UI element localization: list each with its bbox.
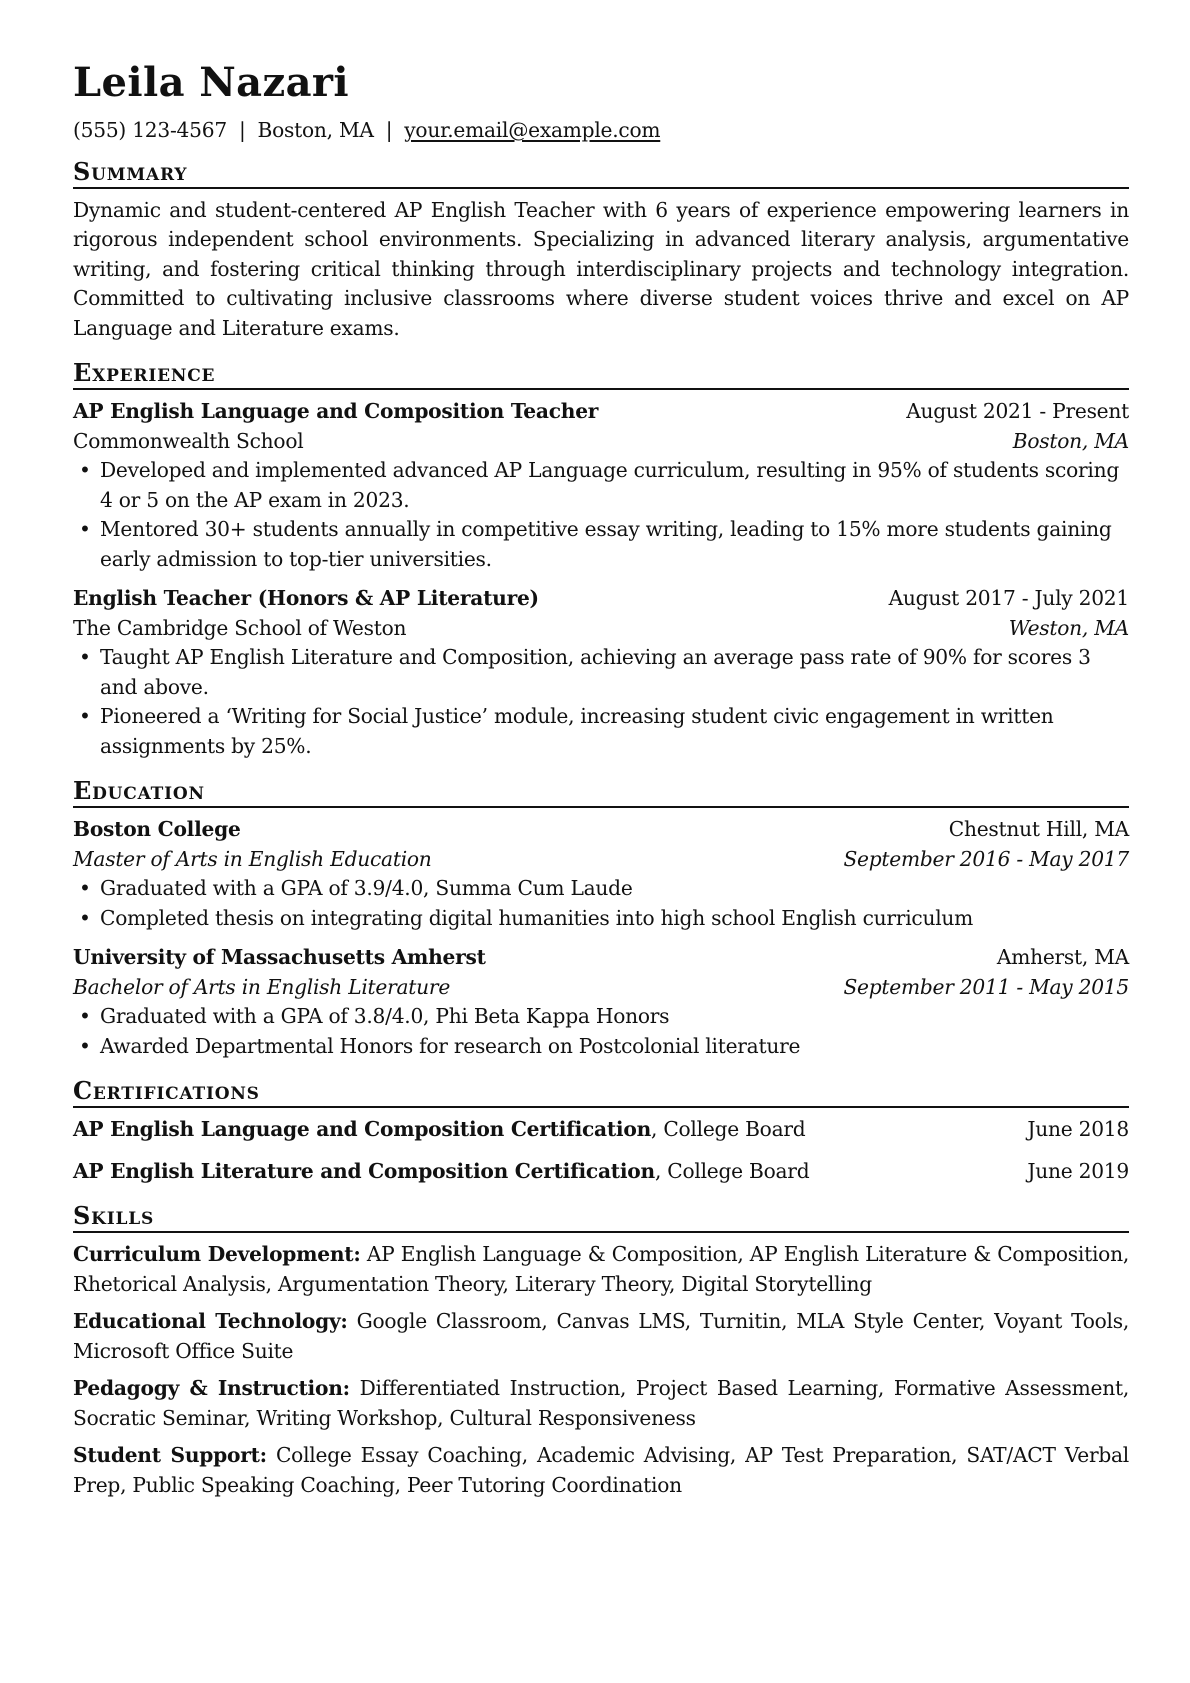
school-name: University of Massachusetts Amherst: [73, 945, 486, 969]
certification-issuer: , College Board: [651, 1117, 806, 1141]
school-location: Amherst, MA: [996, 945, 1129, 969]
degree: Bachelor of Arts in English Literature: [73, 974, 451, 999]
experience-entry: [73, 584, 1129, 761]
section-heading-summary: Summary: [73, 158, 1129, 189]
bullet-item: • Taught AP English Literature and Composition, achieving an average pass rate of 90% for scores 3 and above.: [73, 643, 1129, 702]
job-title: English Teacher (Honors & AP Literature): [73, 586, 539, 610]
skill-group: [73, 1441, 1129, 1500]
skill-label: Student Support:: [73, 1443, 267, 1467]
certification-row: [73, 1157, 1129, 1187]
section-heading-skills: Skills: [73, 1202, 1129, 1233]
skill-items: Google Classroom, Canvas LMS, Turnitin, MLA Style Center, Voyant Tools, Microsoft Office Suite: [73, 1309, 1130, 1363]
skill-group: [73, 1307, 1129, 1366]
certification-row: [73, 1115, 1129, 1145]
certification-date: June 2019: [1027, 1158, 1129, 1183]
job-location: Weston, MA: [1008, 615, 1129, 640]
bullet-item: • Pioneered a ‘Writing for Social Justice’ module, increasing student civic engagement in written assignments by 25%.: [73, 702, 1129, 761]
job-title: AP English Language and Composition Teacher: [73, 399, 599, 423]
bullet-item: • Graduated with a GPA of 3.8/4.0, Phi Beta Kappa Honors: [73, 1002, 1129, 1032]
section-heading-education: Education: [73, 777, 1129, 808]
education-dates: September 2011 - May 2015: [843, 974, 1129, 999]
bullet-item: • Awarded Departmental Honors for research on Postcolonial literature: [73, 1032, 1129, 1062]
skill-group: [73, 1240, 1129, 1299]
location: Boston, MA: [257, 118, 374, 142]
degree: Master of Arts in English Education: [73, 846, 432, 871]
certification-name: AP English Language and Composition Certification: [73, 1117, 651, 1141]
bullet-item: • Mentored 30+ students annually in competitive essay writing, leading to 15% more students gaining early admission to top-tier universities.: [73, 515, 1129, 574]
bullet-item: • Graduated with a GPA of 3.9/4.0, Summa Cum Laude: [73, 874, 1129, 904]
education-entry: [73, 815, 1129, 933]
bullet-item: • Developed and implemented advanced AP Language curriculum, resulting in 95% of students scoring 4 or 5 on the AP exam in 2023.: [73, 456, 1129, 515]
skill-label: Curriculum Development:: [73, 1242, 361, 1266]
employer: Commonwealth School: [73, 428, 304, 453]
education-bullets: [73, 874, 1129, 933]
school-location: Chestnut Hill, MA: [948, 817, 1129, 841]
education-entry: [73, 943, 1129, 1061]
email-link[interactable]: your.email@example.com: [404, 118, 661, 142]
section-heading-experience: Experience: [73, 359, 1129, 390]
resume-page: [73, 60, 1129, 1508]
certification-date: June 2018: [1027, 1117, 1129, 1141]
education-dates: September 2016 - May 2017: [843, 846, 1129, 871]
job-bullets: [73, 643, 1129, 761]
skill-label: Educational Technology:: [73, 1309, 348, 1333]
certification-issuer: , College Board: [654, 1158, 810, 1183]
skill-items: College Essay Coaching, Academic Advising, AP Test Preparation, SAT/ACT Verbal Prep, Public Speaking Coaching, Peer Tutoring Coordination: [73, 1443, 1130, 1497]
certification-name: AP English Literature and Composition Certification: [73, 1158, 655, 1183]
job-dates: August 2017 - July 2021: [888, 586, 1129, 610]
job-bullets: [73, 456, 1129, 574]
contact-separator: |: [385, 118, 393, 142]
skill-items: Differentiated Instruction, Project Based Learning, Formative Assessment, Socratic Seminar, Writing Workshop, Cultural Responsiveness: [73, 1376, 1130, 1430]
summary-text: Dynamic and student-centered AP English Teacher with 6 years of experience empowering learners in rigorous independent school environments. Specializing in advanced literary analysis, argumentative writing, and fostering critical thinking through interdisciplinary projects and technology integration. Committed to cultivating inclusive classrooms where diverse student voices thrive and excel on AP Language and Literature exams.: [73, 197, 1129, 340]
skill-group: [73, 1374, 1129, 1433]
job-location: Boston, MA: [1012, 428, 1129, 453]
experience-entry: [73, 397, 1129, 574]
bullet-item: • Completed thesis on integrating digital humanities into high school English curriculum: [73, 904, 1129, 934]
skill-items: AP English Language & Composition, AP English Literature & Composition, Rhetorical Analysis, Argumentation Theory, Literary Theory, Digital Storytelling: [73, 1242, 1129, 1296]
school-name: Boston College: [73, 817, 241, 841]
section-heading-certifications: Certifications: [73, 1077, 1129, 1108]
employer: The Cambridge School of Weston: [73, 615, 407, 640]
education-bullets: [73, 1002, 1129, 1061]
phone-number: (555) 123-4567: [73, 118, 227, 142]
contact-separator: |: [238, 118, 246, 142]
candidate-name: Leila Nazari: [73, 59, 349, 106]
skill-label: Pedagogy & Instruction:: [73, 1376, 350, 1400]
contact-line: [73, 116, 1129, 146]
job-dates: August 2021 - Present: [906, 399, 1129, 423]
